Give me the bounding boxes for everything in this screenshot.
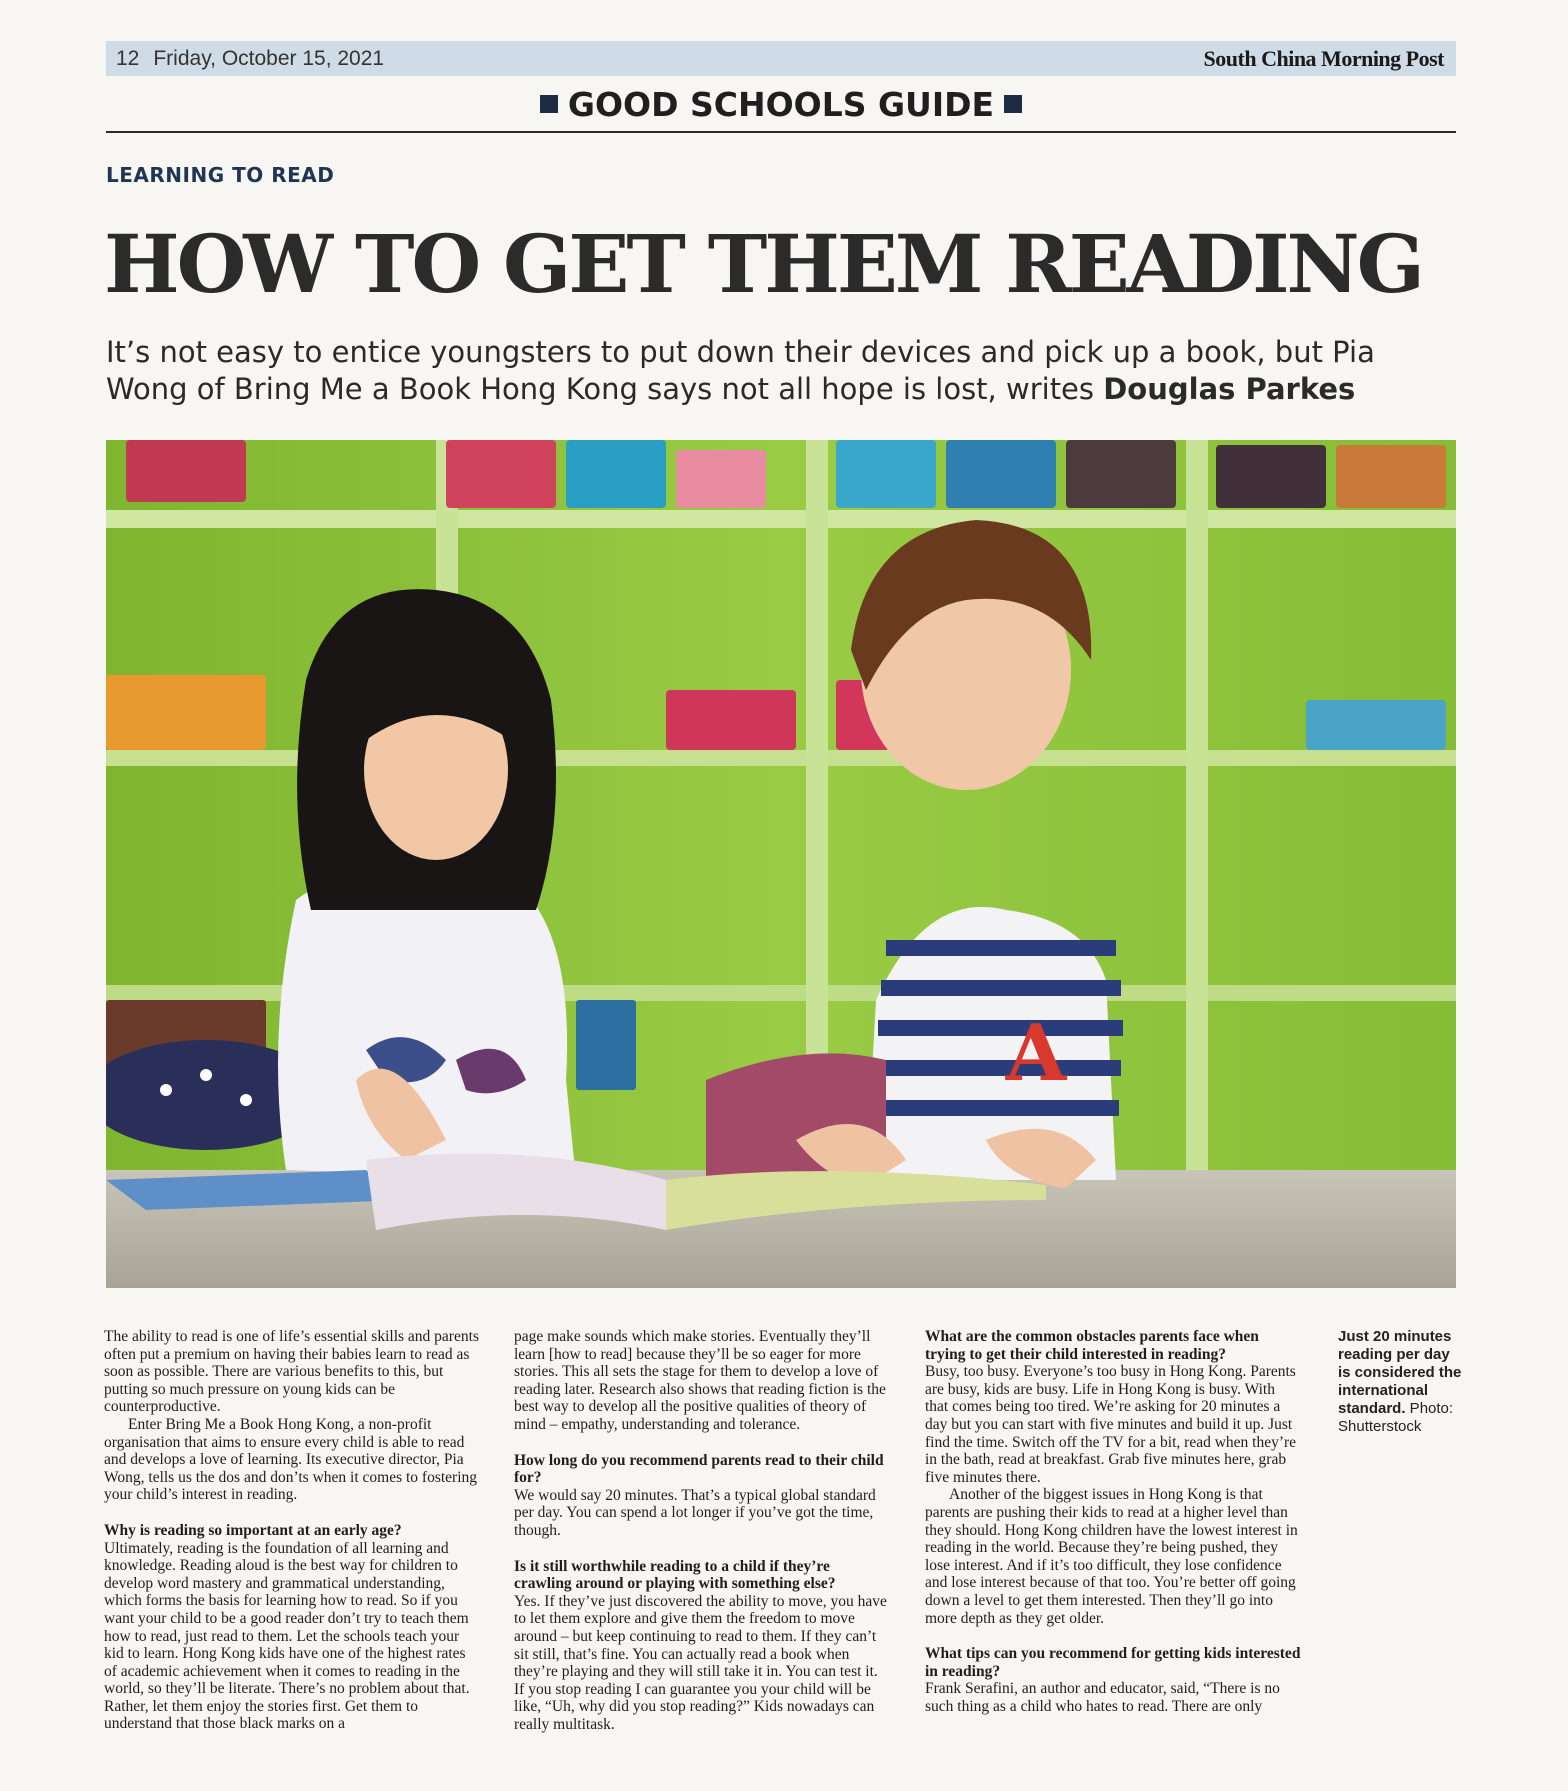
article-kicker: LEARNING TO READ — [106, 163, 335, 187]
page-number: 12 — [116, 46, 140, 70]
interview-answer: We would say 20 minutes. That’s a typical global standard per day. You can spend a lot longer if you’ve got the time, though. — [514, 1486, 876, 1539]
interview-answer: Ultimately, reading is the foundation of all learning and knowledge. Reading aloud is the best way for children to develop word mastery and grammatical understanding, which forms the basis for learning how to read. So if you want your child to be a good reader don’t try to teach them how to read, just read to them. Let the schools teach your kid to learn. Hong Kong kids have one of the highest rates of academic achievement when it comes to reading in the world, so they’ll be literate. There’s no problem about that. Rather, let them enjoy the stories first. Get them to understand that those black marks on a — [104, 1539, 470, 1733]
interview-question: Why is reading so important at an early age? — [104, 1521, 402, 1539]
page-header-bar — [106, 41, 1456, 76]
interview-question: What are the common obstacles parents face when trying to get their child interested in reading? — [925, 1328, 1259, 1363]
page-info — [116, 47, 384, 71]
byline: Douglas Parkes — [1103, 372, 1356, 406]
interview-answer: Busy, too busy. Everyone’s too busy in Hong Kong. Parents are busy, kids are busy. Life in Hong Kong is busy. With that comes being too tired. We’re asking for 20 minutes a day but you can start with five minutes and build it up. Just find the time. Switch off the TV for a bit, read when they’re in the bath, read at breakfast. Grab five minutes here, grab five minutes there. — [925, 1363, 1297, 1486]
paragraph: Enter Bring Me a Book Hong Kong, a non-profit organisation that aims to ensure every child is able to read and develops a love of learning. Its executive director, Pia Wong, tells us the dos and don’ts when it comes to fostering your child’s interest in reading. — [104, 1415, 478, 1504]
article-column-1 — [104, 1328, 480, 1733]
article-standfirst — [106, 334, 1436, 408]
interview-question: What tips can you recommend for getting kids interested in reading? — [925, 1645, 1301, 1680]
section-title — [106, 80, 1456, 130]
photo-caption — [1338, 1328, 1463, 1436]
photo-illustration — [106, 440, 1456, 1288]
interview-question: Is it still worthwhile reading to a child if they’re crawling around or playing with something else? — [514, 1557, 836, 1593]
article-column-2 — [514, 1328, 890, 1733]
photo-credit: Photo: Shutterstock — [1338, 1400, 1454, 1435]
masthead: South China Morning Post — [1203, 45, 1444, 71]
section-divider — [106, 131, 1456, 133]
square-bullet-icon — [540, 95, 558, 113]
shirt-letter: A — [1005, 1008, 1067, 1099]
paragraph: The ability to read is one of life’s essential skills and parents often put a premium on having their babies learn to read as soon as possible. There are various benefits to this, but putting so much pressure on young kids can be counterproductive. — [104, 1328, 479, 1416]
article-photo — [106, 440, 1456, 1288]
article-column-3 — [925, 1328, 1301, 1715]
square-bullet-icon — [1004, 95, 1022, 113]
interview-answer: Frank Serafini, an author and educator, said, “There is no such thing as a child who hates to read. There are only — [925, 1680, 1280, 1715]
section-title-text: GOOD SCHOOLS GUIDE — [567, 85, 995, 124]
interview-answer: Another of the biggest issues in Hong Kong is that parents are pushing their kids to read at a higher level than they should. Hong Kong children have the lowest interest in reading in the world. Because they’re being pushed, they lose interest. And if it’s too difficult, they lose confidence and lose interest because of that too. You’re better off going down a level to get them interested. Then they’ll go into more depth as they get older. — [925, 1486, 1298, 1627]
issue-date: Friday, October 15, 2021 — [153, 46, 385, 70]
paragraph: page make sounds which make stories. Eventually they’ll learn [how to read] because they’ll be so eager for more stories. This all sets the stage for them to develop a love of reading later. Research also shows that reading fiction is the best way to develop all the positive qualities of theory of mind – empathy, understanding and tolerance. — [514, 1328, 886, 1433]
interview-answer: Yes. If they’ve just discovered the ability to move, you have to let them explore and give them the freedom to move around – but keep continuing to read to them. If they can’t sit still, that’s fine. You can actually read a book when they’re playing and they will still take it in. You can test it. If you stop reading I can guarantee you your child will be like, “Uh, why did you stop reading?” Kids nowadays can really multitask. — [514, 1592, 887, 1733]
standfirst-text: It’s not easy to entice youngsters to put down their devices and pick up a book, but Pia Wong of Bring Me a Book Hong Kong says not all hope is lost, writes — [106, 335, 1375, 406]
interview-question: How long do you recommend parents read to their child for? — [514, 1451, 884, 1487]
caption-text: Just 20 minutes reading per day is considered the international standard. — [1338, 1328, 1462, 1417]
article-headline: HOW TO GET THEM READING — [104, 217, 1422, 311]
